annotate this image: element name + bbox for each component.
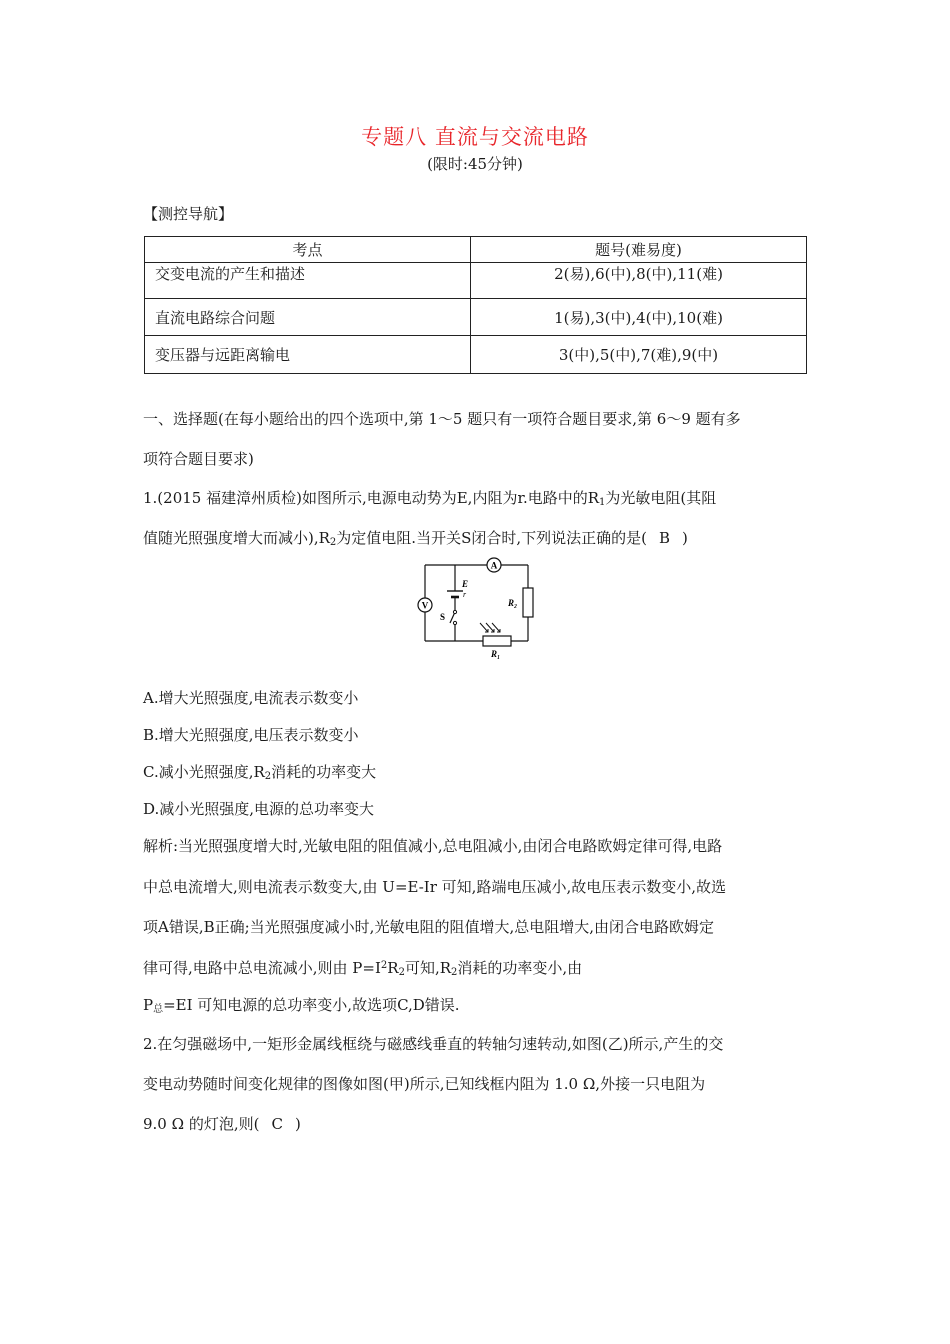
questions-cell: 1(易),3(中),4(中),10(难)	[471, 299, 807, 336]
q1-analysis-line3: 项A错误,B正确;当光照强度减小时,光敏电阻的阻值增大,总电阻增大,由闭合电路欧姆定	[143, 918, 714, 936]
switch-contact	[453, 610, 456, 613]
topic-cell: 变压器与远距离输电	[145, 336, 471, 374]
questions-cell: 2(易),6(中),8(中),11(难)	[471, 263, 807, 299]
circuit-diagram	[410, 555, 540, 660]
nav-heading: 【测控导航】	[143, 205, 234, 223]
light-arrows-icon	[480, 623, 500, 632]
ammeter-label: A	[490, 560, 498, 571]
q1-stem-line2: 值随光照强度增大而减小)$,R_2$为定值电阻.当开关S闭合时,下列说法正确的是( B )	[143, 529, 688, 548]
q2-stem-line2: 变电动势随时间变化规律的图像如图(甲)所示,已知线框内阻为 1.0 Ω,外接一只电阻为	[143, 1075, 706, 1093]
column-header-questions: 题号(难易度)	[471, 237, 807, 263]
nav-table-header	[145, 237, 807, 263]
q1-analysis-line4: 律可得,电路中总电流减小,则由 $P=I^2R_2$可知$,R_2$消耗的功率变小,由	[143, 959, 583, 978]
q1-option-a: A.增大光照强度,电流表示数变小	[143, 689, 359, 707]
q1-stem-line1: 1.(2015 福建漳州质检)如图所示,电源电动势为E,内阻为r.电路中的$R_1$为光敏电阻(其阻	[143, 489, 717, 508]
q1-analysis-line5: $P_总=EI$ 可知电源的总功率变小,故选项C,D错误.	[143, 996, 460, 1015]
section-instructions-line2: 项符合题目要求)	[143, 450, 254, 468]
q1-option-d: D.减小光照强度,电源的总功率变大	[143, 800, 375, 818]
switch-label: S	[440, 612, 446, 622]
q1-analysis-line1: 解析:当光照强度增大时,光敏电阻的阻值减小,总电阻减小,由闭合电路欧姆定律可得,电路	[143, 837, 723, 855]
page-title: 专题八 直流与交流电路	[361, 125, 589, 149]
topic-cell: 直流电路综合问题	[145, 299, 471, 336]
section-instructions-line1: 一、选择题(在每小题给出的四个选项中,第 1～5 题只有一项符合题目要求,第 6～9 题有多	[143, 410, 741, 428]
emf-label: E	[462, 579, 469, 589]
q1-analysis-line2: 中总电流增大,则电流表示数变大,由 U=E-Ir 可知,路端电压减小,故电压表示数变小,故选	[143, 878, 726, 896]
resistor-r2	[523, 588, 533, 617]
nav-table	[144, 236, 807, 374]
q2-answer: C	[271, 1115, 283, 1133]
q1-answer: B	[658, 529, 670, 547]
q1-option-c: C.减小光照强度$,R_2$消耗的功率变大	[143, 763, 377, 782]
questions-cell: 3(中),5(中),7(难),9(中)	[471, 336, 807, 374]
r1-label: R₁	[491, 649, 501, 659]
voltmeter-label: V	[421, 600, 429, 611]
table-row	[145, 263, 807, 299]
table-row	[145, 336, 807, 374]
q2-stem-line1: 2.在匀强磁场中,一矩形金属线框绕与磁感线垂直的转轴匀速转动,如图(乙)所示,产生的交	[143, 1035, 724, 1053]
time-limit: (限时:45分钟)	[427, 155, 523, 173]
photoresistor-r1	[483, 636, 511, 646]
q2-stem-line3: 9.0 Ω 的灯泡,则( C )	[143, 1115, 301, 1133]
column-header-topic: 考点	[145, 237, 471, 263]
q1-option-b: B.增大光照强度,电压表示数变小	[143, 726, 359, 744]
switch-contact	[453, 621, 456, 624]
table-row	[145, 299, 807, 336]
r2-label: R₂	[508, 598, 518, 608]
topic-cell: 交变电流的产生和描述	[145, 263, 471, 299]
internal-resistance-label: r	[463, 590, 467, 599]
